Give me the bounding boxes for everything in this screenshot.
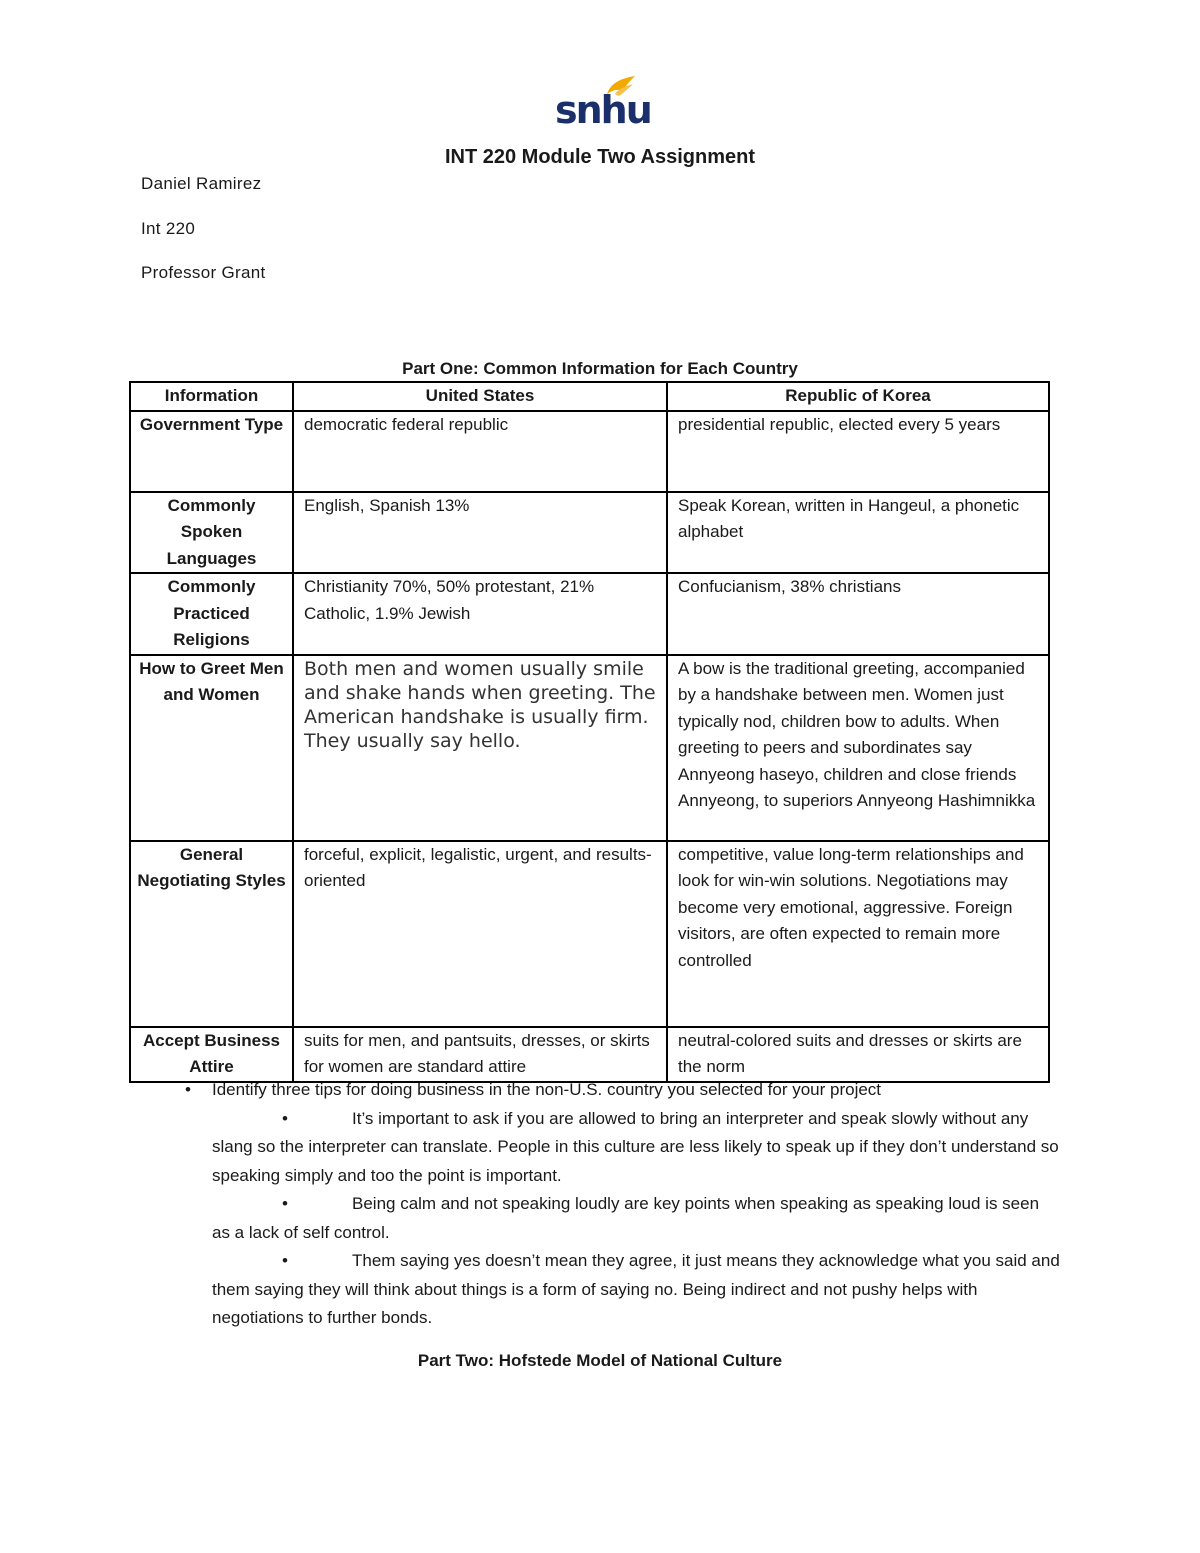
tips-heading: Identify three tips for doing business in the non-U.S. country you selected for your project xyxy=(212,1080,882,1099)
korea-cell: Speak Korean, written in Hangeul, a phonetic alphabet xyxy=(667,492,1049,574)
business-tips xyxy=(141,1076,1061,1333)
row-label: Government Type xyxy=(130,411,293,492)
us-cell: democratic federal republic xyxy=(293,411,667,492)
us-cell: Christianity 70%, 50% protestant, 21% Catholic, 1.9% Jewish xyxy=(293,573,667,655)
table-row xyxy=(130,573,1049,655)
professor-name: Professor Grant xyxy=(141,263,266,282)
header-korea: Republic of Korea xyxy=(667,382,1049,411)
course-name: Int 220 xyxy=(141,219,196,238)
list-item xyxy=(141,1247,1061,1333)
korea-cell xyxy=(667,841,1049,1027)
korea-cell: presidential republic, elected every 5 years xyxy=(667,411,1049,492)
row-label: General Negotiating Styles xyxy=(130,841,293,1027)
table-row xyxy=(130,841,1049,1027)
korea-negotiation-text-cont: controlled xyxy=(678,950,752,970)
row-label: Commonly Spoken Languages xyxy=(130,492,293,574)
korea-cell: A bow is the traditional greeting, accompanied by a handshake between men. Women just typically nod, children bow to adults. When greeting to peers and subordinates say Annyeong haseyo, children and close friends Annyeong, to superiors Annyeong Hashimnikka xyxy=(667,655,1049,841)
korea-cell: Confucianism, 38% christians xyxy=(667,573,1049,655)
us-cell: forceful, explicit, legalistic, urgent, and results-oriented xyxy=(293,841,667,1027)
list-item xyxy=(141,1190,1061,1247)
logo-wordmark: snhu xyxy=(555,88,651,132)
tip-text: Being calm and not speaking loudly are key points when speaking as speaking loud is seen as a lack of self control. xyxy=(212,1194,1040,1242)
bullet-icon: • xyxy=(282,1194,288,1213)
tip-text: It’s important to ask if you are allowed to bring an interpreter and speak slowly without any slang so the interpreter can translate. People in this culture are less likely to speak up if they don’t understand so speaking simply and too the point is important. xyxy=(212,1108,1059,1185)
part-two-title: Part Two: Hofstede Model of National Culture xyxy=(417,1351,783,1370)
korea-negotiation-text: competitive, value long-term relationships and look for win-win solutions. Negotiations may become very emotional, aggressive. Foreign visitors, are often expected to remain more xyxy=(678,844,1024,943)
table-header-row xyxy=(130,382,1049,411)
snhu-logo xyxy=(555,76,651,132)
us-cell xyxy=(293,655,667,841)
header-united-states: United States xyxy=(293,382,667,411)
bullet-icon: • xyxy=(185,1080,191,1099)
row-label: Commonly Practiced Religions xyxy=(130,573,293,655)
part-one-title: Part One: Common Information for Each Country xyxy=(402,359,798,378)
tip-text: Them saying yes doesn’t mean they agree, it just means they acknowledge what you said and them saying they will think about things is a form of saying no. Being indirect and not pushy helps with negotiations to further bonds. xyxy=(212,1251,1060,1327)
us-cell: English, Spanish 13% xyxy=(293,492,667,574)
header-information: Information xyxy=(130,382,293,411)
table-row xyxy=(130,492,1049,574)
us-cell: suits for men, and pantsuits, dresses, or skirts for women are standard attire xyxy=(293,1027,667,1082)
table-row xyxy=(130,655,1049,841)
author-name: Daniel Ramirez xyxy=(141,174,262,193)
table-row xyxy=(130,1027,1049,1082)
page-title: INT 220 Module Two Assignment xyxy=(444,146,756,168)
row-label: How to Greet Men and Women xyxy=(130,655,293,841)
country-info-table xyxy=(129,381,1050,1083)
korea-cell: neutral-colored suits and dresses or skirts are the norm xyxy=(667,1027,1049,1082)
us-greeting-text: Both men and women usually smile and shake hands when greeting. The American handshake is usually firm. They usually say hello. xyxy=(304,657,656,752)
list-item xyxy=(141,1105,1061,1191)
row-label: Accept Business Attire xyxy=(130,1027,293,1082)
list-item xyxy=(141,1076,1061,1105)
table-row xyxy=(130,411,1049,492)
bullet-icon: • xyxy=(282,1251,288,1270)
bullet-icon: • xyxy=(282,1108,288,1128)
